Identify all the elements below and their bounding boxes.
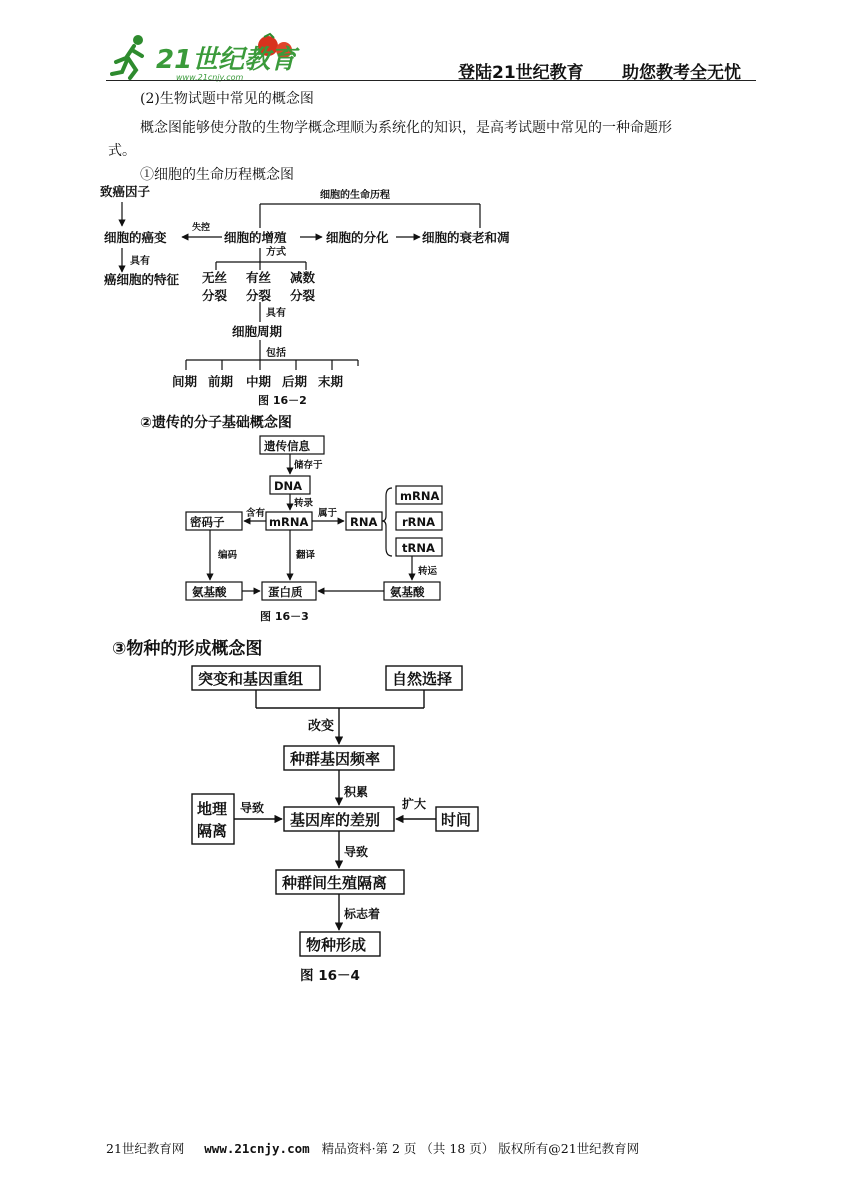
fig1-phase: 间期 <box>172 374 198 389</box>
fig2-translation: 翻译 <box>296 550 316 561</box>
fig2-protein: 蛋白质 <box>268 585 303 599</box>
fig1-cancerization: 细胞的癌变 <box>104 230 167 245</box>
fig1-cell-life-history-diagram <box>100 180 520 410</box>
fig3-repro-isolation: 种群间生殖隔离 <box>282 874 388 892</box>
fig1-proliferation: 细胞的增殖 <box>224 230 287 245</box>
fig3-gene-freq: 种群基因频率 <box>290 750 381 768</box>
fig1-top-label: 细胞的生命历程 <box>320 190 390 201</box>
fig1-mitosis-1: 有丝 <box>246 270 272 285</box>
footer-page-info: 精品资料·第 2 页 （共 18 页） 版权所有@21世纪教育网 <box>321 1141 640 1156</box>
fig1-mitosis-2: 分裂 <box>246 288 272 303</box>
logo-mascot-icon <box>108 28 308 82</box>
header-slogan-right: 助您教考全无忧 <box>622 63 741 83</box>
intro-line-2: 式。 <box>108 143 136 159</box>
logo-url: www.21cnjy.com <box>176 73 244 82</box>
fig1-has: 具有 <box>130 256 150 267</box>
fig2-amino-acid-left: 氨基酸 <box>192 585 227 599</box>
fig3-geo-1: 地理 <box>197 800 228 818</box>
fig2-encodes: 编码 <box>218 550 238 561</box>
fig3-accumulate: 积累 <box>344 785 369 799</box>
intro-line-1: 概念图能够使分散的生物学概念理顺为系统化的知识，是高考试题中常见的一种命题形 <box>140 120 672 136</box>
fig1-amitosis-2: 分裂 <box>202 288 228 303</box>
section-title: (2)生物试题中常见的概念图 <box>140 91 314 107</box>
fig1-cancer-traits: 癌细胞的特征 <box>104 272 180 287</box>
fig1-meiosis-1: 减数 <box>290 270 316 285</box>
header-logo <box>108 28 308 82</box>
fig2-amino-acid-right: 氨基酸 <box>390 585 425 599</box>
fig1-out-of-control: 失控 <box>192 223 211 233</box>
fig2-contains: 含有 <box>246 508 266 519</box>
fig2-mrna-center: mRNA <box>269 515 309 529</box>
fig2-heading: ②遗传的分子基础概念图 <box>140 415 292 431</box>
fig2-genetic-info: 遗传信息 <box>264 439 310 453</box>
fig2-stored-in: 储存于 <box>294 460 323 471</box>
fig1-carcinogen: 致癌因子 <box>100 184 151 199</box>
fig1-has2: 具有 <box>266 308 286 319</box>
fig2-molecular-genetics-diagram <box>170 430 470 626</box>
fig2-rna: RNA <box>350 515 378 529</box>
fig2-belongs-to: 属于 <box>318 508 338 519</box>
fig3-time: 时间 <box>441 811 472 829</box>
fig3-heading: ③物种的形成概念图 <box>112 639 263 659</box>
fig1-phase: 前期 <box>208 374 234 389</box>
fig3-selection: 自然选择 <box>392 670 453 688</box>
fig2-dna: DNA <box>274 479 303 493</box>
fig3-geo-2: 隔离 <box>197 822 228 840</box>
fig3-expand: 扩大 <box>402 797 427 811</box>
fig3-changes: 改变 <box>308 719 335 734</box>
fig2-trna: tRNA <box>402 541 435 555</box>
fig1-heading: ①细胞的生命历程概念图 <box>140 167 294 183</box>
fig1-cell-cycle: 细胞周期 <box>232 324 283 339</box>
fig3-speciation-diagram <box>186 658 486 988</box>
fig1-includes: 包括 <box>266 348 286 359</box>
fig3-caption: 图 16－4 <box>300 968 360 984</box>
fig2-mrna: mRNA <box>400 489 440 503</box>
footer-site-name: 21世纪教育网 <box>106 1141 185 1156</box>
footer-url-link[interactable]: www.21cnjy.com <box>204 1141 310 1156</box>
fig3-leads-to-left: 导致 <box>240 801 265 815</box>
fig1-phase: 后期 <box>282 374 308 389</box>
fig1-phase: 末期 <box>318 374 344 389</box>
header-slogan-left: 登陆21世纪教育 <box>458 63 584 83</box>
header-rule <box>106 80 756 81</box>
fig1-meiosis-2: 分裂 <box>290 288 316 303</box>
fig1-differentiation: 细胞的分化 <box>326 230 389 245</box>
fig1-aging: 细胞的衰老和凋 <box>422 230 510 245</box>
fig3-pool-diff: 基因库的差别 <box>290 811 381 829</box>
fig3-leads-to-down: 导致 <box>344 845 369 859</box>
fig3-marks: 标志着 <box>344 907 381 921</box>
fig2-transcription: 转录 <box>294 498 314 509</box>
fig2-transports: 转运 <box>418 566 438 577</box>
logo-text: 21世纪教育 <box>156 45 297 75</box>
fig1-phase: 中期 <box>246 374 272 389</box>
fig3-speciation: 物种形成 <box>306 936 367 954</box>
fig2-rrna: rRNA <box>402 515 436 529</box>
fig1-mode: 方式 <box>266 247 286 258</box>
fig1-caption: 图 16－2 <box>258 394 307 407</box>
fig3-mutation: 突变和基因重组 <box>198 670 304 688</box>
page-footer <box>106 1139 766 1157</box>
fig1-amitosis-1: 无丝 <box>202 270 228 285</box>
fig2-caption: 图 16－3 <box>260 610 309 623</box>
fig2-codon: 密码子 <box>190 515 225 529</box>
